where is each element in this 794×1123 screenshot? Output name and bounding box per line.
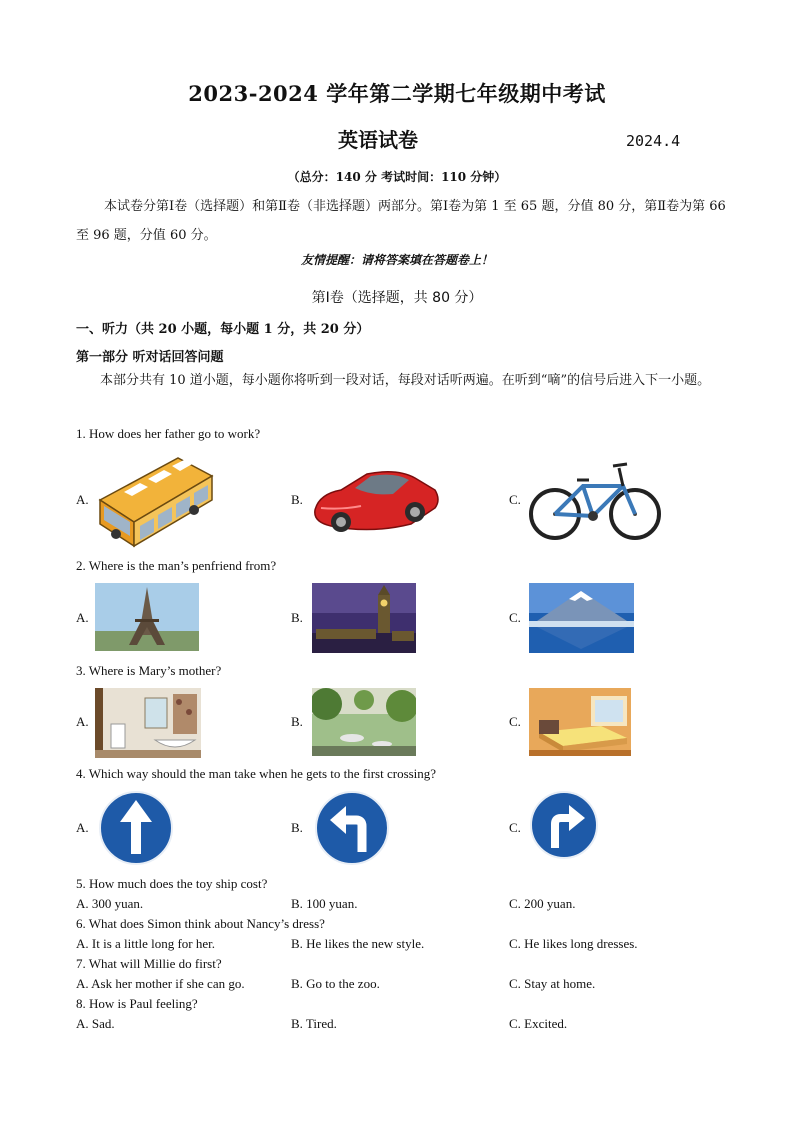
option-3a: A. xyxy=(76,714,89,729)
option-7a: A. Ask her mother if she can go. xyxy=(76,976,245,991)
option-2c: C. xyxy=(509,610,521,625)
big-ben-image xyxy=(312,583,416,653)
option-7c: C. Stay at home. xyxy=(509,976,596,991)
option-2a: A. xyxy=(76,610,89,625)
question-8: 8. How is Paul feeling? xyxy=(76,996,198,1011)
option-3b: B. xyxy=(291,714,303,729)
exam-date: 2024.4 xyxy=(626,132,681,150)
question-2: 2. Where is the man’s penfriend from? xyxy=(76,558,277,573)
left-turn-sign-icon xyxy=(314,790,390,866)
question-4: 4. Which way should the man take when he gets to the first crossing? xyxy=(76,766,437,781)
option-5c: C. 200 yuan. xyxy=(509,896,576,911)
bathroom-image xyxy=(95,688,201,758)
bedroom-image xyxy=(529,688,631,756)
option-5b: B. 100 yuan. xyxy=(291,896,358,911)
mount-fuji-image xyxy=(529,583,634,653)
question-5: 5. How much does the toy ship cost? xyxy=(76,876,268,891)
garden-image xyxy=(312,688,416,756)
option-4c: C. xyxy=(509,820,521,835)
option-4b: B. xyxy=(291,820,303,835)
straight-arrow-sign-icon xyxy=(98,790,174,866)
exam-subtitle: 英语试卷 xyxy=(338,128,418,152)
option-6a: A. It is a little long for her. xyxy=(76,936,216,951)
exam-intro: 本试卷分第Ⅰ卷（选择题）和第Ⅱ卷（非选择题）两部分。第Ⅰ卷为第 1 至 65 题，分值 80 分，第Ⅱ卷为第 66 至 96 题，分值 60 分。 xyxy=(76,199,726,243)
bicycle-icon xyxy=(527,458,663,542)
option-8b: B. Tired. xyxy=(291,1016,337,1031)
option-3c: C. xyxy=(509,714,521,729)
option-1a: A. xyxy=(76,492,89,507)
option-5a: A. 300 yuan. xyxy=(76,896,144,911)
question-7: 7. What will Millie do first? xyxy=(76,956,222,971)
question-3: 3. Where is Mary’s mother? xyxy=(76,663,222,678)
option-6c: C. He likes long dresses. xyxy=(509,936,638,951)
question-6: 6. What does Simon think about Nancy’s dress? xyxy=(76,916,325,931)
option-7b: B. Go to the zoo. xyxy=(291,976,380,991)
bus-icon xyxy=(94,452,216,548)
part-description: 本部分共有 10 道小题，每小题你将听到一段对话，每段对话听两遍。在听到“嘀”的信号后进入下一小题。 xyxy=(100,373,711,388)
option-2b: B. xyxy=(291,610,303,625)
car-icon xyxy=(311,460,441,536)
part-heading: 一、听力（共 20 小题，每小题 1 分，共 20 分） xyxy=(76,322,370,337)
question-1: 1. How does her father go to work? xyxy=(76,426,261,441)
exam-info: （总分：140 分 考试时间：110 分钟） xyxy=(287,170,507,184)
exam-title: 2023-2024 学年第二学期七年级期中考试 xyxy=(188,81,606,106)
option-8c: C. Excited. xyxy=(509,1016,568,1031)
option-1b: B. xyxy=(291,492,303,507)
option-6b: B. He likes the new style. xyxy=(291,936,425,951)
section-title: 第Ⅰ卷（选择题，共 80 分） xyxy=(311,290,483,306)
part-subheading: 第一部分 听对话回答问题 xyxy=(76,350,224,365)
eiffel-tower-image xyxy=(95,583,199,651)
exam-reminder: 友情提醒：请将答案填在答题卷上！ xyxy=(300,253,493,267)
option-8a: A. Sad. xyxy=(76,1016,115,1031)
right-turn-sign-icon xyxy=(529,790,599,860)
option-4a: A. xyxy=(76,820,89,835)
option-1c: C. xyxy=(509,492,521,507)
